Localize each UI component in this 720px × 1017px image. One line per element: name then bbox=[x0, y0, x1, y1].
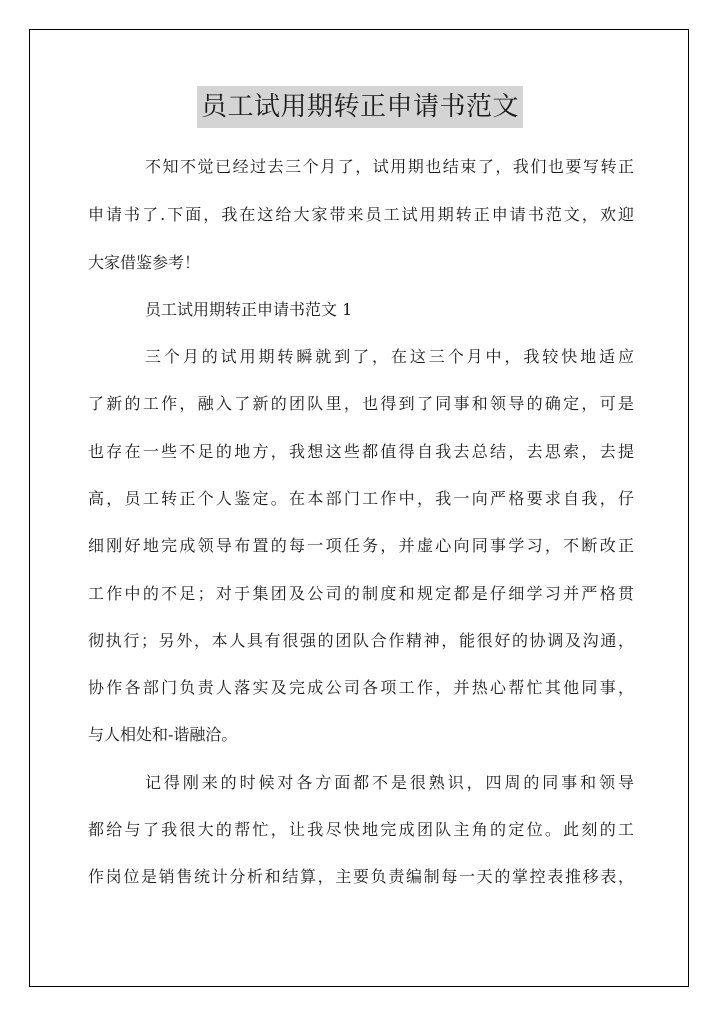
paragraph-line: 都给与了我很大的帮忙，让我尽快地完成团队主角的定位。此刻的工 bbox=[88, 820, 634, 839]
paragraph-line: 记得刚来的时候对各方面都不是很熟识，四周的同事和领导 bbox=[145, 773, 634, 792]
document-title: 员工试用期转正申请书范文 bbox=[197, 86, 523, 128]
paragraph-line: 不知不觉已经过去三个月了，试用期也结束了，我们也要写转正 bbox=[145, 157, 634, 176]
section-heading: 员工试用期转正申请书范文 1 bbox=[145, 300, 353, 319]
paragraph-line: 三个月的试用期转瞬就到了，在这三个月中，我较快地适应 bbox=[145, 347, 634, 366]
paragraph-line: 彻执行；另外，本人具有很强的团队合作精神，能很好的协调及沟通， bbox=[88, 631, 634, 650]
paragraph-line: 也存在一些不足的地方，我想这些都值得自我去总结，去思索，去提 bbox=[88, 442, 634, 461]
paragraph-line: 细刚好地完成领导布置的每一项任务，并虚心向同事学习，不断改正 bbox=[88, 536, 634, 555]
paragraph-line: 大家借鉴参考！ bbox=[88, 253, 201, 272]
paragraph-line: 与人相处和-谐融洽。 bbox=[88, 725, 238, 744]
paragraph-line: 了新的工作，融入了新的团队里，也得到了同事和领导的确定，可是 bbox=[88, 394, 634, 413]
paragraph-line: 协作各部门负责人落实及完成公司各项工作，并热心帮忙其他同事， bbox=[88, 678, 634, 697]
paragraph-line: 申请书了.下面，我在这给大家带来员工试用期转正申请书范文，欢迎 bbox=[88, 205, 634, 224]
paragraph-line: 工作中的不足；对于集团及公司的制度和规定都是仔细学习并严格贯 bbox=[88, 584, 634, 603]
paragraph-line: 作岗位是销售统计分析和结算，主要负责编制每一天的掌控表推移表， bbox=[88, 867, 634, 886]
title-wrapper bbox=[0, 86, 720, 128]
paragraph-line: 高，员工转正个人鉴定。在本部门工作中，我一向严格要求自我，仔 bbox=[88, 489, 634, 508]
